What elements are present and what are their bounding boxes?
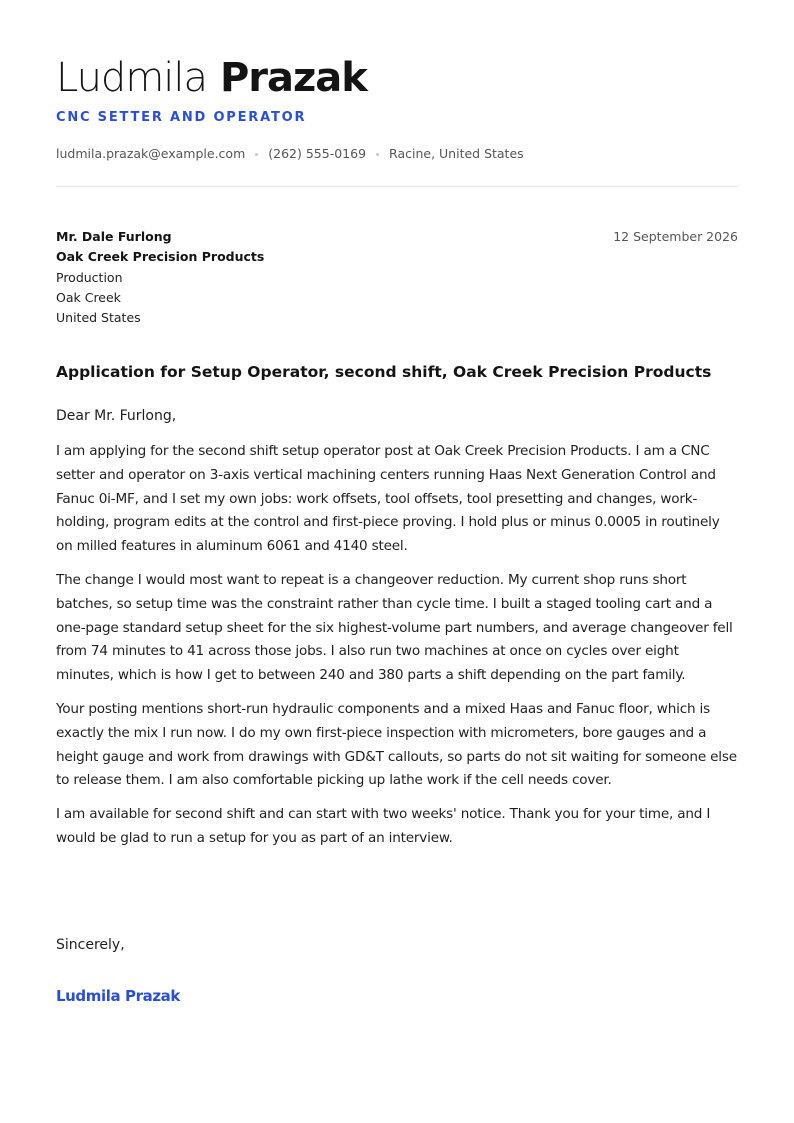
applicant-last-name: Prazak <box>219 55 367 101</box>
body-paragraph: I am available for second shift and can start with two weeks' notice. Thank you for your time, and I would be glad to run a setup for you as part of an interview. <box>56 806 711 846</box>
letter-subject: Application for Setup Operator, second shift, Oak Creek Precision Products <box>56 363 712 381</box>
recipient-name: Mr. Dale Furlong <box>56 229 172 244</box>
salutation: Dear Mr. Furlong, <box>56 408 177 424</box>
letter-body <box>56 440 738 861</box>
recipient-address <box>56 227 264 328</box>
recipient-company: Oak Creek Precision Products <box>56 249 265 265</box>
applicant-name <box>56 52 367 104</box>
signature: Ludmila Prazak <box>56 987 180 1005</box>
recipient-country: United States <box>56 310 141 326</box>
contact-phone: (262) 555-0169 <box>268 146 367 161</box>
header-divider <box>56 186 738 187</box>
body-paragraph: I am applying for the second shift setup operator post at Oak Creek Precision Products. I am a CNC setter and operator on 3-axis vertical machining centers running Haas Next Generation Control and Fanuc 0i-MF, and I set my own jobs: work offsets, tool offsets, tool presetting and changes, work-holding, program edits at the control and first-piece proving. I hold plus or minus 0.0005 in routinely on milled features in aluminum 6061 and 4140 steel. <box>56 443 720 555</box>
letter-date: 12 September 2026 <box>613 229 738 244</box>
body-paragraph: The change I would most want to repeat is a changeover reduction. My current shop runs short batches, so setup time was the constraint rather than cycle time. I built a staged tooling cart and a one-page standard setup sheet for the six highest-volume part numbers, and average changeover fell from 74 minutes to 41 across those jobs. I also run two machines at once on cycles over eight minutes, which is how I get to between 240 and 380 parts a shift depending on the part family. <box>56 571 733 684</box>
contact-location: Racine, United States <box>389 146 524 161</box>
recipient-city: Oak Creek <box>56 289 121 305</box>
contact-separator-dot <box>255 153 258 156</box>
contact-email: ludmila.prazak@example.com <box>56 146 246 161</box>
applicant-role: CNC SETTER AND OPERATOR <box>56 110 307 125</box>
applicant-first-name: Ludmila <box>56 55 208 101</box>
closing: Sincerely, <box>56 937 125 953</box>
recipient-department: Production <box>56 269 123 285</box>
body-paragraph: Your posting mentions short-run hydraulic components and a mixed Haas and Fanuc floor, which is exactly the mix I run now. I do my own first-piece inspection with micrometers, bore gauges and a height gauge and work from drawings with GD&T callouts, so parts do not sit waiting for someone else to release them. I am also comfortable picking up lathe work if the cell needs cover. <box>56 700 737 789</box>
contact-line <box>56 146 524 162</box>
contact-separator-dot <box>376 153 379 156</box>
